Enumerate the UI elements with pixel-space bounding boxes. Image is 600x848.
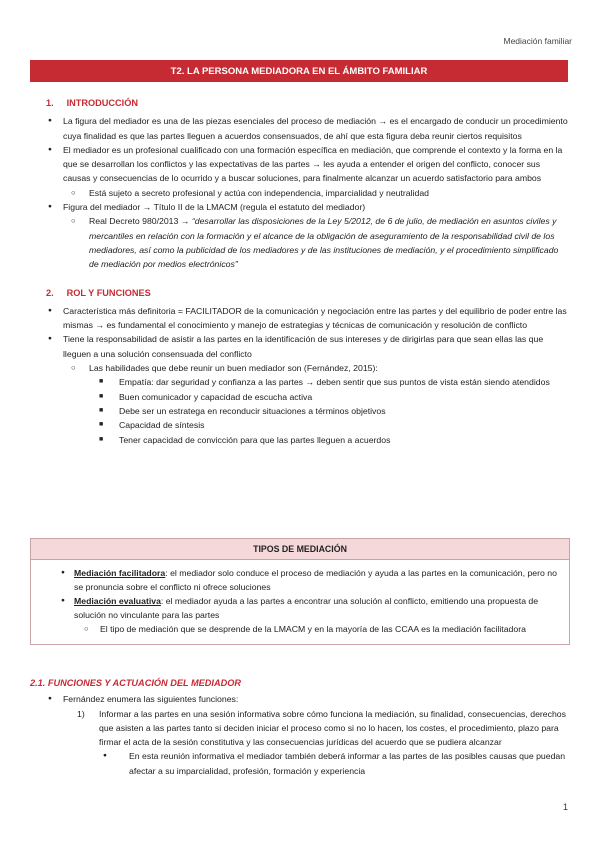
chapter-title [30, 60, 568, 82]
sub-list [63, 361, 570, 447]
skills-list [89, 375, 570, 446]
list-item: ○ Real Decreto 980/2013 → “desarrollar las disposiciones de la Ley 5/2012, de 6 de julio, de mediación en asuntos civiles y mercantiles en relación con la formación y el alcance de la obligación de aseguramiento de la responsabilidad civil de los mediadores, así como la publicidad de los mediadores y de las instituciones de mediación, y el procedimiento simplificado de mediación por medios electrónicos” [63, 214, 570, 271]
list-item: ● Mediación evaluativa: el mediador ayuda a las partes a encontrar una solución al conflicto, emitiendo una propuesta de solución no vinculante para las partes ○ El tipo de mediación que se desprende de la LMACM y en la mayoría de las CCAA es la mediación facilitadora [41, 594, 559, 636]
tipos-mediacion-box [30, 538, 570, 645]
running-header: Mediación familiar [503, 36, 572, 46]
bullet-list [30, 304, 570, 447]
list-item: ○ El tipo de mediación que se desprende de la LMACM y en la mayoría de las CCAA es la mediación facilitadora [74, 622, 559, 636]
bullet-list [30, 692, 570, 778]
sub-list [74, 622, 559, 636]
list-item: ● Tiene la responsabilidad de asistir a las partes en la identificación de sus intereses y de dirigirlas para que sean ellas las que lleguen a una solución consensuada del conflicto ○ Las habilidades que debe reunir un buen mediador son (Fernández, 2015): ■ Empatía: dar seguridad y confianza a las partes → deben sentir que sus puntos de vista están siendo atendidos ■ Buen comunicador y capacidad de escucha activa ■ Debe ser un estratega en reconducir situaciones a términos objetivos ■ Capacidad de síntesis ■ Tener capacidad de convicción para que las partes lleguen a acuerdos [30, 332, 570, 446]
section-funciones-actuacion [30, 666, 570, 778]
list-item: ● El mediador es un profesional cualificado con una formación específica en mediación, que comprende el contexto y la forma en la que se desarrollan los conflictos y las expectativas de las partes → les ayuda a entender el origen del conflicto, conocer sus causas y consecuencias de lo ocurrido y a buscar soluciones, para finalmente alcanzar un acuerdo satisfactorio para ambos ○ Está sujeto a secreto profesional y actúa con independencia, imparcialidad y neutralidad [30, 143, 570, 200]
skill-item: ■ Capacidad de síntesis [89, 418, 570, 432]
page-number: 1 [562, 802, 568, 812]
list-item: ● Característica más definitoria = FACILITADOR de la comunicación y negociación entre las partes y del equilibrio de poder entre las mismas → es fundamental el conocimiento y manejo de estrategias y técnicas de comunicación y resolución de conflicto [30, 304, 570, 333]
skill-item: ■ Debe ser un estratega en reconducir situaciones a términos objetivos [89, 404, 570, 418]
list-item: ● Figura del mediador → Título II de la LMACM (regula el estatuto del mediador) ○ Real Decreto 980/2013 → “desarrollar las disposiciones de la Ley 5/2012, de 6 de julio, de mediación en asuntos civiles y mercantiles en relación con la formación y el alcance de la obligación de aseguramiento de la responsabilidad civil de los mediadores, así como la publicidad de los mediadores y de las instituciones de mediación, y el procedimiento simplificado de mediación por medios electrónicos” [30, 200, 570, 271]
numbered-list [77, 707, 570, 778]
section-heading: 1. INTRODUCCIÓN [46, 98, 139, 108]
subsection-heading: 2.1. FUNCIONES Y ACTUACIÓN DEL MEDIADOR [30, 678, 241, 688]
list-item: ● En esta reunión informativa el mediador también deberá informar a las partes de las posibles causas que puedan afectar a su imparcialidad, profesión, formación y experiencia [99, 749, 570, 778]
skill-item: ■ Buen comunicador y capacidad de escucha activa [89, 390, 570, 404]
list-item: ● Fernández enumera las siguientes funciones: 1) Informar a las partes en una sesión informativa sobre cómo funciona la mediación, su finalidad, consecuencias, derechos que asisten a las partes tanto si deciden iniciar el proceso como si no lo hacen, los costes, el procedimiento, plazo para firmar el acta de la sesión constitutiva y las consecuencias jurídicas del acuerdo que se pudiera alcanzar ● En esta reunión informativa el mediador también deberá informar a las partes de las posibles causas que puedan afectar a su imparcialidad, profesión, formación y experiencia [30, 692, 570, 778]
section-introduccion [30, 96, 570, 272]
bullet-list [30, 114, 570, 271]
skill-item: ■ Empatía: dar seguridad y confianza a las partes → deben sentir que sus puntos de vista están siendo atendidos [89, 375, 570, 389]
list-item: ○ Está sujeto a secreto profesional y actúa con independencia, imparcialidad y neutralidad [63, 186, 570, 200]
box-body [31, 560, 569, 644]
list-item: ● Mediación facilitadora: el mediador solo conduce el proceso de mediación y ayuda a las partes en la comunicación, pero no se pronuncia sobre el conflicto ni ofrece soluciones [41, 566, 559, 594]
numbered-item: 1) Informar a las partes en una sesión informativa sobre cómo funciona la mediación, su finalidad, consecuencias, derechos que asisten a las partes tanto si deciden iniciar el proceso como si no lo hacen, los costes, el procedimiento, plazo para firmar el acta de la sesión constitutiva y las consecuencias jurídicas del acuerdo que se pudiera alcanzar ● En esta reunión informativa el mediador también deberá informar a las partes de las posibles causas que puedan afectar a su imparcialidad, profesión, formación y experiencia [77, 707, 570, 778]
box-title: TIPOS DE MEDIACIÓN [31, 539, 569, 560]
sub-list [63, 186, 570, 200]
list-item: ○ Las habilidades que debe reunir un buen mediador son (Fernández, 2015): ■ Empatía: dar seguridad y confianza a las partes → deben sentir que sus puntos de vista están siendo atendidos ■ Buen comunicador y capacidad de escucha activa ■ Debe ser un estratega en reconducir situaciones a términos objetivos ■ Capacidad de síntesis ■ Tener capacidad de convicción para que las partes lleguen a acuerdos [63, 361, 570, 447]
main-content [30, 96, 570, 455]
sub-list [63, 214, 570, 271]
quote-text: “desarrollar las disposiciones de la Ley 5/2012, de 6 de julio, de mediación en asuntos civiles y mercantiles en relación con la formación y el alcance de la obligación de aseguramiento de la responsabilidad civil de los mediadores, así como la publicidad de los mediadores y de las instituciones de mediación, y el procedimiento simplificado de mediación por medios electrónicos” [89, 216, 559, 270]
list-item: ● La figura del mediador es una de las piezas esenciales del proceso de mediación → es el encargado de conducir un procedimiento cuya finalidad es que las partes lleguen a acuerdos consensuados, de ahí que esta figura deba reunir ciertos requisitos [30, 114, 570, 143]
skill-item: ■ Tener capacidad de convicción para que las partes lleguen a acuerdos [89, 433, 570, 447]
section-heading: 2. ROL Y FUNCIONES [46, 287, 151, 298]
sub-list [99, 749, 570, 778]
section-rol-funciones [30, 286, 570, 447]
bullet-list [41, 566, 559, 636]
chapter-title-text: T2. LA PERSONA MEDIADORA EN EL ÁMBITO FAMILIAR [170, 65, 428, 77]
